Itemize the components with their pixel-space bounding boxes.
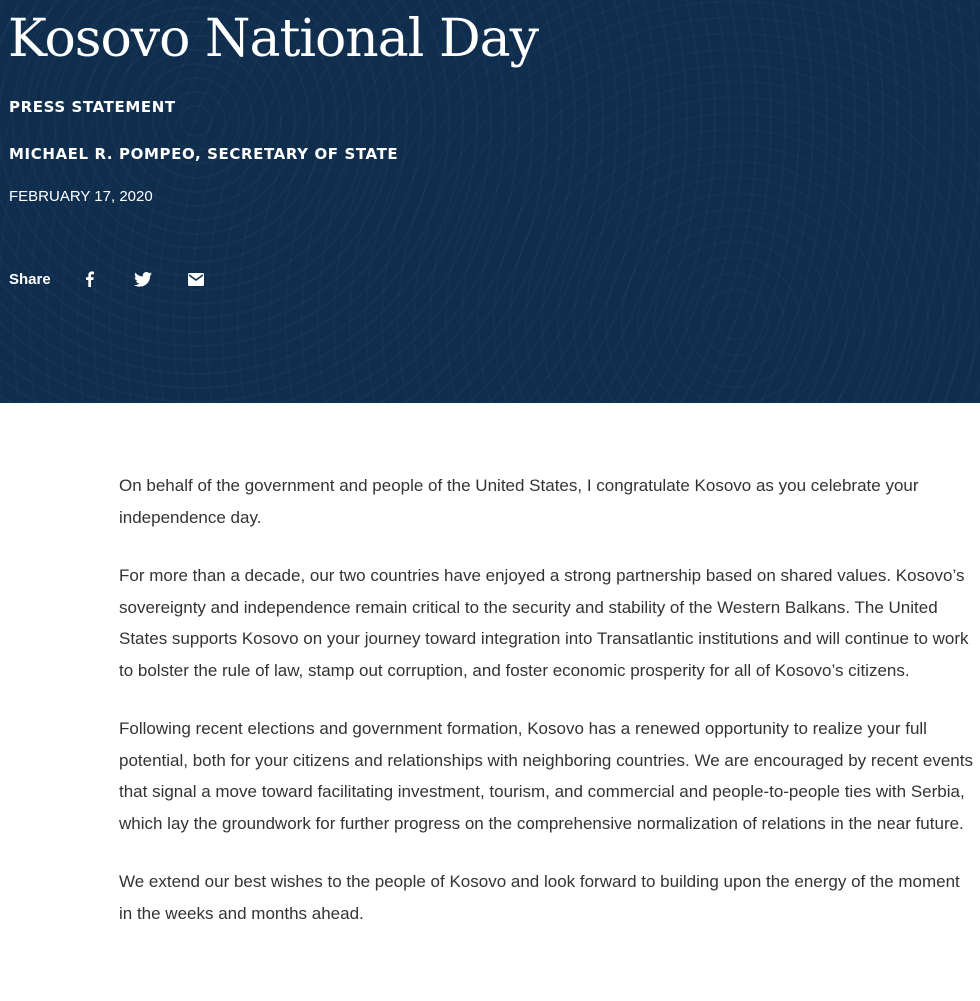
page-title: Kosovo National Day [8, 9, 539, 69]
body-paragraph: Following recent elections and government formation, Kosovo has a renewed opportunity to realize your full potential, both for your citizens and relationships with neighboring countries. We are encouraged by recent events that signal a move toward facilitating investment, tourism, and commercial and people-to-people ties with Serbia, which lay the groundwork for further progress on the comprehensive normalization of relations in the near future. [119, 719, 973, 833]
share-label: Share [9, 270, 51, 288]
body-paragraph: For more than a decade, our two countries have enjoyed a strong partnership based on shared values. Kosovo’s sovereignty and independence remain critical to the security and stability of the Western Balkans. The United States supports Kosovo on your journey toward integration into Transatlantic institutions and will continue to work to bolster the rule of law, stamp out corruption, and foster economic prosperity for all of Kosovo’s citizens. [119, 566, 969, 680]
article-header [0, 0, 980, 403]
body-paragraph: We extend our best wishes to the people of Kosovo and look forward to building upon the energy of the moment in the weeks and months ahead. [119, 872, 960, 923]
publication-date: FEBRUARY 17, 2020 [9, 188, 153, 205]
facebook-icon [85, 271, 94, 287]
statement-type: PRESS STATEMENT [9, 98, 176, 116]
email-icon [188, 273, 204, 286]
author-line: MICHAEL R. POMPEO, SECRETARY OF STATE [9, 145, 399, 163]
article-body [119, 470, 974, 956]
share-twitter-button[interactable] [132, 268, 154, 290]
share-bar [9, 268, 238, 290]
share-email-button[interactable] [185, 268, 207, 290]
twitter-icon [134, 272, 152, 287]
body-paragraph: On behalf of the government and people of the United States, I congratulate Kosovo as you celebrate your independence day. [119, 476, 919, 527]
share-facebook-button[interactable] [79, 268, 101, 290]
